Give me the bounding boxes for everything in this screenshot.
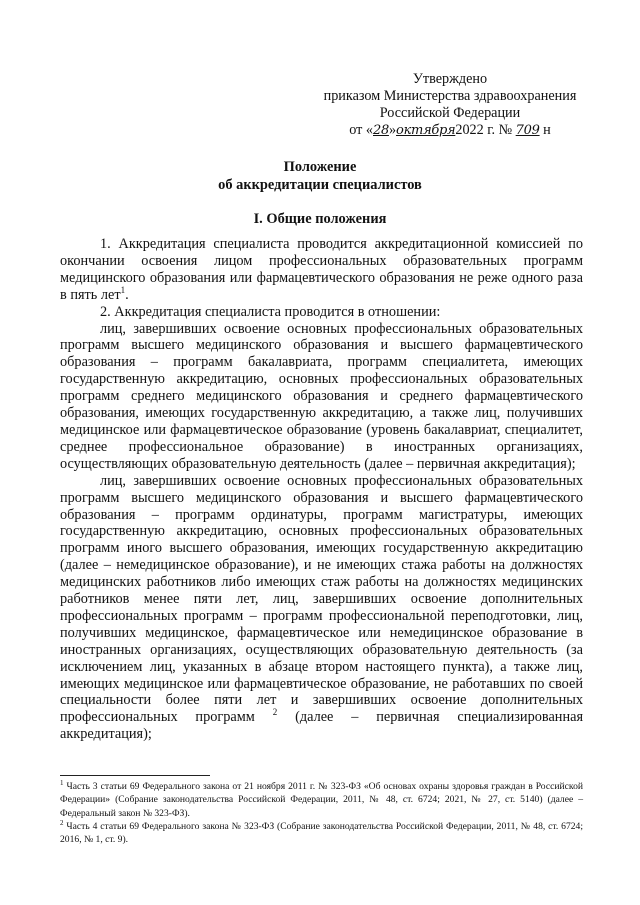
paragraph-4-end: (далее – первичная специализированная аккредитация); — [60, 709, 584, 743]
number-suffix: н — [543, 122, 551, 138]
footnote-2-text: Часть 4 статьи 69 Федерального закона № 323-ФЗ (Собрание законодательства Российской Федерации, 2011, № 48, ст. 6724; 2016, № 1, ст. 9). — [60, 821, 583, 846]
date-year: 2022 г. № — [455, 122, 513, 138]
handwritten-month: октября — [396, 123, 456, 138]
date-prefix: от « — [349, 122, 373, 138]
approval-line-country: Российской Федерации — [379, 105, 521, 121]
paragraph-4-text: лиц, завершивших освоение основных профессиональных образовательных программ высшего медицинского образования и высшего фармацевтического образования – программ ординатуры, программ магистратуры, имеющих государственную аккредитацию, основных профессиональных образовательных программ иного высшего образования, имеющих государственную аккредитацию (далее – немедицинское образование), и не имеющих стажа работы на должностях медицинских работников либо имеющих стаж работы на должностях медицинских работников менее пяти лет, лиц, завершивших освоение дополнительных профессиональных программ – программ профессиональной переподготовки, лиц, получивших медицинское, фармацевтическое или немедицинское образование в иностранных организациях, осуществляющих образовательную деятельность (за исключением лиц, указанных в абзаце втором настоящего пункта), а также лиц, имеющих медицинское или фармацевтическое образование, не работавших по своей специальности более пяти лет и завершивших освоение дополнительных профессиональных программ — [60, 472, 583, 726]
paragraph-2: 2. Аккредитация специалиста проводится в отношении: — [100, 303, 441, 320]
approval-line-ministry: приказом Министерства здравоохранения — [323, 88, 577, 104]
footnote-1-text: Часть 3 статьи 69 Федерального закона от 21 ноября 2011 г. № 323-ФЗ «Об основах охраны здоровья граждан в Российской Федерации» (Собрание законодательства Российской Федерации, 2011, № 48, ст. 6724; 2021, № 27, ст. 5140) (далее – Федеральный закон № 323-ФЗ). — [60, 781, 583, 819]
footnote-ref-2: 2 — [272, 707, 278, 718]
date-mid: » — [388, 122, 397, 138]
footnote-1-mark: 1 — [60, 778, 64, 787]
paragraph-1 — [60, 236, 583, 304]
footnote-2-mark: 2 — [60, 818, 64, 827]
footnote-2 — [60, 820, 583, 847]
document-title: Положение — [283, 159, 357, 175]
paragraph-4 — [60, 473, 583, 744]
handwritten-day: 28 — [373, 123, 389, 138]
document-subtitle: об аккредитации специалистов — [218, 177, 422, 193]
approval-line-approved: Утверждено — [412, 71, 488, 87]
footnote-ref-1: 1 — [120, 284, 126, 295]
document-body — [60, 236, 583, 743]
footnote-divider — [60, 775, 210, 776]
approval-date-line — [300, 122, 600, 139]
paragraph-3: лиц, завершивших освоение основных профессиональных образовательных программ высшего медицинского образования и высшего фармацевтического образования – программ бакалавриата, программ специалитета, имеющих государственную аккредитацию, основных профессиональных образовательных программ среднего медицинского образования и среднего фармацевтического образования, имеющих государственную аккредитацию, а также лиц, получивших медицинское или фармацевтическое образование (уровень бакалавриат, специалитет, среднее профессиональное образование) в иностранных организациях, осуществляющих образовательную деятельность (далее – первичная аккредитация); — [60, 320, 583, 472]
paragraph-1-end: . — [125, 286, 129, 303]
section-heading: I. Общие положения — [253, 211, 387, 227]
paragraph-1-text: 1. Аккредитация специалиста проводится аккредитационной комиссией по окончании освоения лицом профессиональных образовательных программ медицинского образования или фармацевтического образования не реже одного раза в пять лет — [60, 236, 583, 303]
approval-block — [300, 71, 600, 139]
handwritten-order-number: 709 — [515, 123, 540, 138]
footnote-1 — [60, 780, 583, 820]
